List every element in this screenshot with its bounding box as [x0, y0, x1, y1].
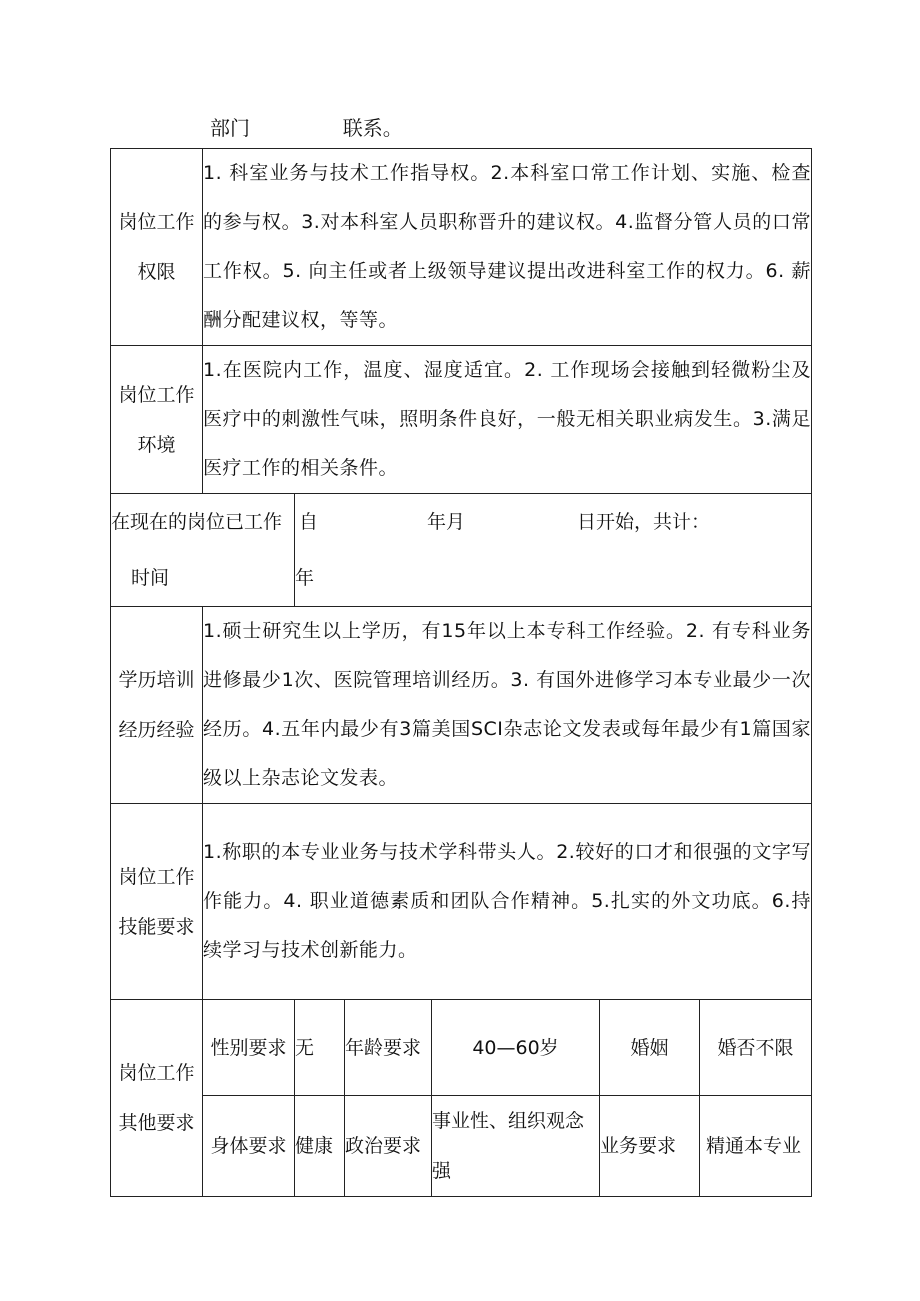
tenure-value — [295, 494, 812, 607]
gender-label: 性别要求 — [203, 1000, 295, 1096]
tenure-year-month: 年月 — [427, 511, 466, 533]
header-line — [210, 112, 403, 141]
health-value: 健康 — [295, 1096, 345, 1197]
environment-row — [111, 346, 812, 494]
authority-content: 1. 科室业务与技术工作指导权。2.本科室口常工作计划、实施、检查的参与权。3.对本科室人员职称晋升的建议权。4.监督分管人员的口常工作权。5. 向主任或者上级领导建议提出改进科室工作的权力。6. 薪酬分配建议权，等等。 — [203, 149, 812, 346]
other-row-1 — [111, 1000, 812, 1096]
health-label: 身体要求 — [203, 1096, 295, 1197]
age-value: 40—60岁 — [432, 1000, 600, 1096]
other-label: 岗位工作其他要求 — [111, 1000, 203, 1197]
gender-value: 无 — [295, 1000, 345, 1096]
other-row-2 — [111, 1096, 812, 1197]
education-label: 学历培训经历经验 — [111, 607, 203, 804]
contact-label: 联系。 — [342, 116, 403, 140]
politics-value: 事业性、组织观念强 — [432, 1096, 600, 1197]
tenure-row — [111, 494, 812, 607]
age-label: 年龄要求 — [345, 1000, 432, 1096]
authority-label: 岗位工作权限 — [111, 149, 203, 346]
environment-content: 1.在医院内工作，温度、湿度适宜。2. 工作现场会接触到轻微粉尘及医疗中的刺激性气味，照明条件良好，一般无相关职业病发生。3.满足医疗工作的相关条件。 — [203, 346, 812, 494]
authority-row — [111, 149, 812, 346]
tenure-from: 自 — [299, 511, 319, 533]
marriage-label: 婚姻 — [600, 1000, 700, 1096]
business-label: 业务要求 — [600, 1096, 700, 1197]
environment-label: 岗位工作环境 — [111, 346, 203, 494]
skills-label: 岗位工作技能要求 — [111, 804, 203, 1000]
business-value: 精通本专业 — [700, 1096, 812, 1197]
skills-content: 1.称职的本专业业务与技术学科带头人。2.较好的口才和很强的文字写作能力。4. 职业道德素质和团队合作精神。5.扎实的外文功底。6.持续学习与技术创新能力。 — [203, 804, 812, 1000]
marriage-value: 婚否不限 — [700, 1000, 812, 1096]
job-description-table — [110, 148, 812, 1197]
education-content: 1.硕士研究生以上学历，有15年以上本专科工作经验。2. 有专科业务进修最少1次、医院管理培训经历。3. 有国外进修学习本专业最少一次经历。4.五年内最少有3篇美国SCI杂志论文发表或每年最少有1篇国家级以上杂志论文发表。 — [203, 607, 812, 804]
tenure-years: 年 — [295, 567, 315, 589]
tenure-label: 在现在的岗位已工作 时间 — [111, 494, 295, 607]
tenure-day-start: 日开始，共计： — [577, 511, 711, 533]
department-label: 部门 — [210, 116, 250, 140]
politics-label: 政治要求 — [345, 1096, 432, 1197]
education-row — [111, 607, 812, 804]
skills-row — [111, 804, 812, 1000]
